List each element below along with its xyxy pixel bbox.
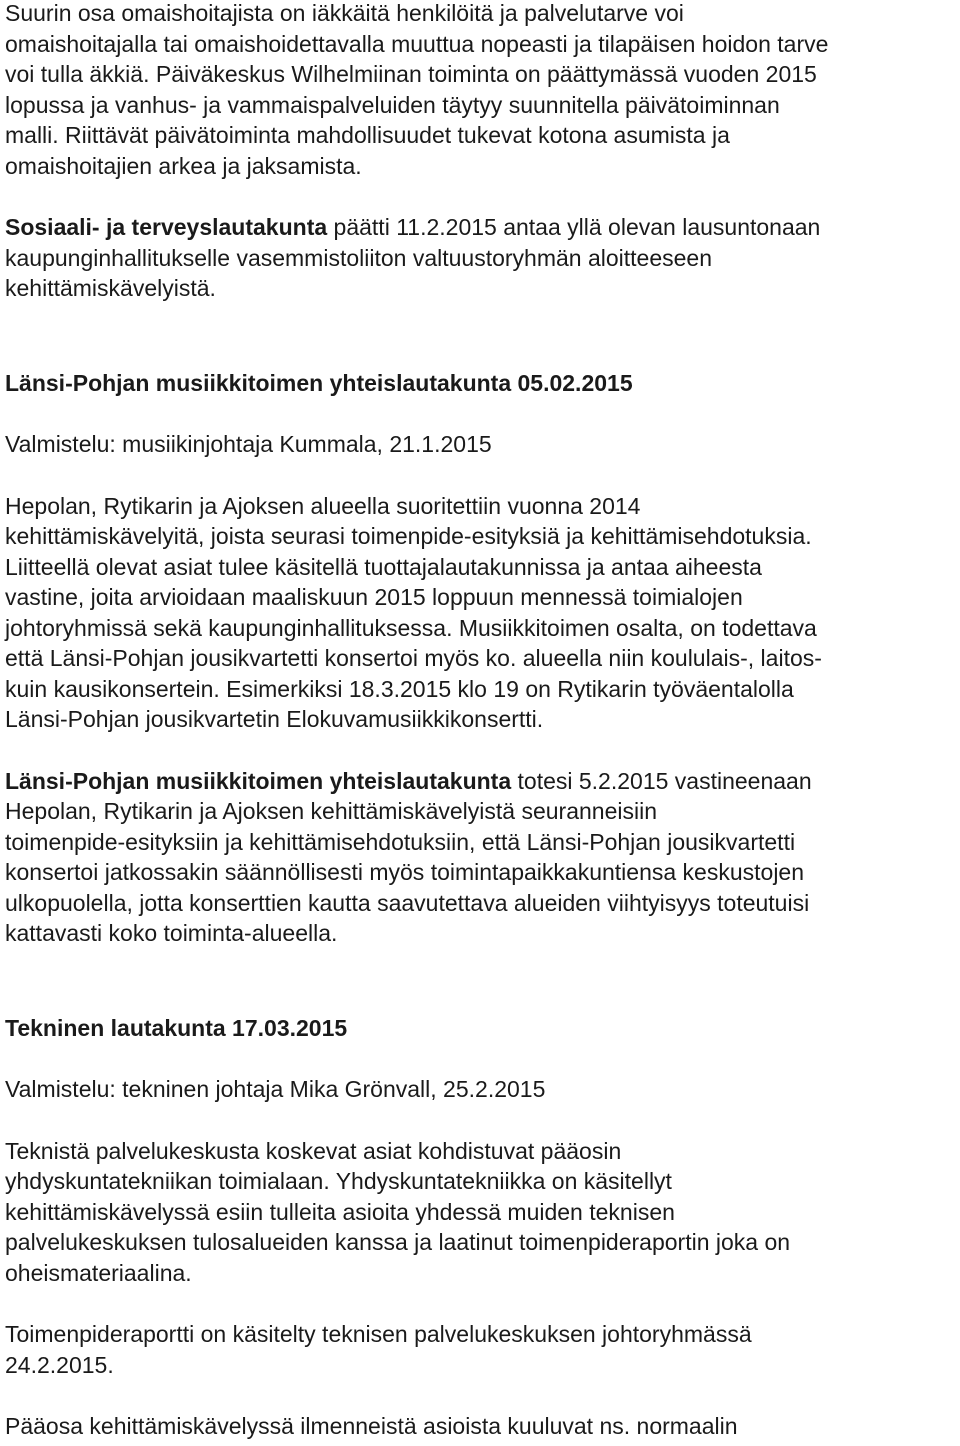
text-line: yhdyskuntatekniikan toimialaan. Yhdyskuntatekniikka on käsitellyt: [5, 1168, 672, 1194]
text-line: Toimenpideraportti on käsitelty teknisen palvelukeskuksen johtoryhmässä: [5, 1321, 752, 1347]
text-line: Suurin osa omaishoitajista on iäkkäitä henkilöitä ja palvelutarve voi: [5, 0, 684, 26]
document-page: [5, 0, 955, 1442]
text-line: vastine, joita arvioidaan maaliskuun 2015 loppuun mennessä toimialojen: [5, 584, 743, 610]
section-heading-tekninen: Tekninen lautakunta 17.03.2015: [5, 1014, 348, 1041]
text-line: toimenpide-esityksiin ja kehittämisehdotuksiin, että Länsi-Pohjan jousikvartetti: [5, 828, 796, 855]
decision-text: totesi 5.2.2015 vastineenaan: [511, 767, 812, 794]
decision-text: päätti 11.2.2015 antaa yllä olevan lausuntonaan: [327, 214, 821, 240]
text-line: konsertoi jatkossakin säännöllisesti myös toimintapaikkakuntiensa keskustojen: [5, 859, 805, 885]
paragraph-omaishoitajat: [5, 0, 955, 181]
text-line: Pääosa kehittämiskävelyssä ilmenneistä asioista kuuluvat ns. normaalin: [5, 1413, 738, 1439]
board-name: Sosiaali- ja terveyslautakunta: [5, 214, 328, 240]
text-line: johtoryhmissä sekä kaupunginhallituksessa. Musiikkitoimen osalta, on todettava: [5, 614, 817, 641]
text-line: oheismateriaalina.: [5, 1259, 192, 1286]
text-line: kehittämiskävelyistä.: [5, 275, 216, 301]
text-line: Länsi-Pohjan jousikvartetin Elokuvamusiikkikonsertti.: [5, 706, 544, 732]
paragraph-toimenpideraportti: [5, 1319, 955, 1380]
text-line: [5, 212, 955, 243]
text-line: kehittämiskävelyitä, joista seurasi toimenpide-esityksiä ja kehittämisehdotuksia.: [5, 523, 812, 549]
preparation-note-tekninen: Valmistelu: tekninen johtaja Mika Grönvall, 25.2.2015: [5, 1076, 546, 1102]
text-line: kehittämiskävelyssä esiin tulleita asioita yhdessä muiden teknisen: [5, 1198, 675, 1225]
text-line: palvelukeskuksen tulosalueiden kanssa ja laatinut toimenpideraportin joka on: [5, 1229, 791, 1255]
text-line: Liitteellä olevat asiat tulee käsitellä tuottajalautakunnissa ja antaa aiheesta: [5, 553, 762, 580]
text-line: Hepolan, Rytikarin ja Ajoksen alueella suoritettiin vuonna 2014: [5, 492, 641, 519]
text-line: 24.2.2015.: [5, 1351, 114, 1378]
text-line: kuin kausikonsertein. Esimerkiksi 18.3.2015 klo 19 on Rytikarin työväentalolla: [5, 675, 794, 702]
text-line: malli. Riittävät päivätoiminta mahdollisuudet tukevat kotona asumista ja: [5, 122, 730, 148]
text-line: kattavasti koko toiminta-alueella.: [5, 920, 338, 946]
text-line: voi tulla äkkiä. Päiväkeskus Wilhelmiinan toiminta on päättymässä vuoden 2015: [5, 61, 817, 87]
text-line: että Länsi-Pohjan jousikvartetti konsertoi myös ko. alueella niin koululais-, laitos-: [5, 645, 822, 671]
text-line: [5, 766, 955, 797]
text-line: Hepolan, Rytikarin ja Ajoksen kehittämiskävelyistä seuranneisiin: [5, 798, 657, 824]
text-line: kaupunginhallitukselle vasemmistoliiton valtuustoryhmän aloitteeseen: [5, 244, 713, 271]
text-line: Teknistä palvelukeskusta koskevat asiat kohdistuvat pääosin: [5, 1137, 622, 1164]
paragraph-tekninen-palvelukeskus: [5, 1136, 955, 1289]
text-line: omaishoitajalla tai omaishoidettavalla muuttua nopeasti ja tilapäisen hoidon tarve: [5, 30, 829, 57]
board-name: Länsi-Pohjan musiikkitoimen yhteislautakunta: [5, 767, 512, 794]
paragraph-musiikkitoimi-decision: [5, 766, 955, 949]
section-heading-musiikkitoimi: Länsi-Pohjan musiikkitoimen yhteislautakunta 05.02.2015: [5, 369, 633, 396]
text-line: ulkopuolella, jotta konserttien kautta saavutettava alueiden viihtyisyys toteutuisi: [5, 889, 810, 916]
paragraph-sosiaali-decision: [5, 212, 955, 304]
text-line: lopussa ja vanhus- ja vammaispalveluiden täytyy suunnitella päivätoiminnan: [5, 91, 780, 118]
text-line: omaishoitajien arkea ja jaksamista.: [5, 152, 362, 179]
paragraph-hepola-rytikari-ajos: [5, 491, 955, 735]
preparation-note-musiikkitoimi: Valmistelu: musiikinjohtaja Kummala, 21.1.2015: [5, 431, 492, 457]
paragraph-paaosa: [5, 1411, 955, 1442]
